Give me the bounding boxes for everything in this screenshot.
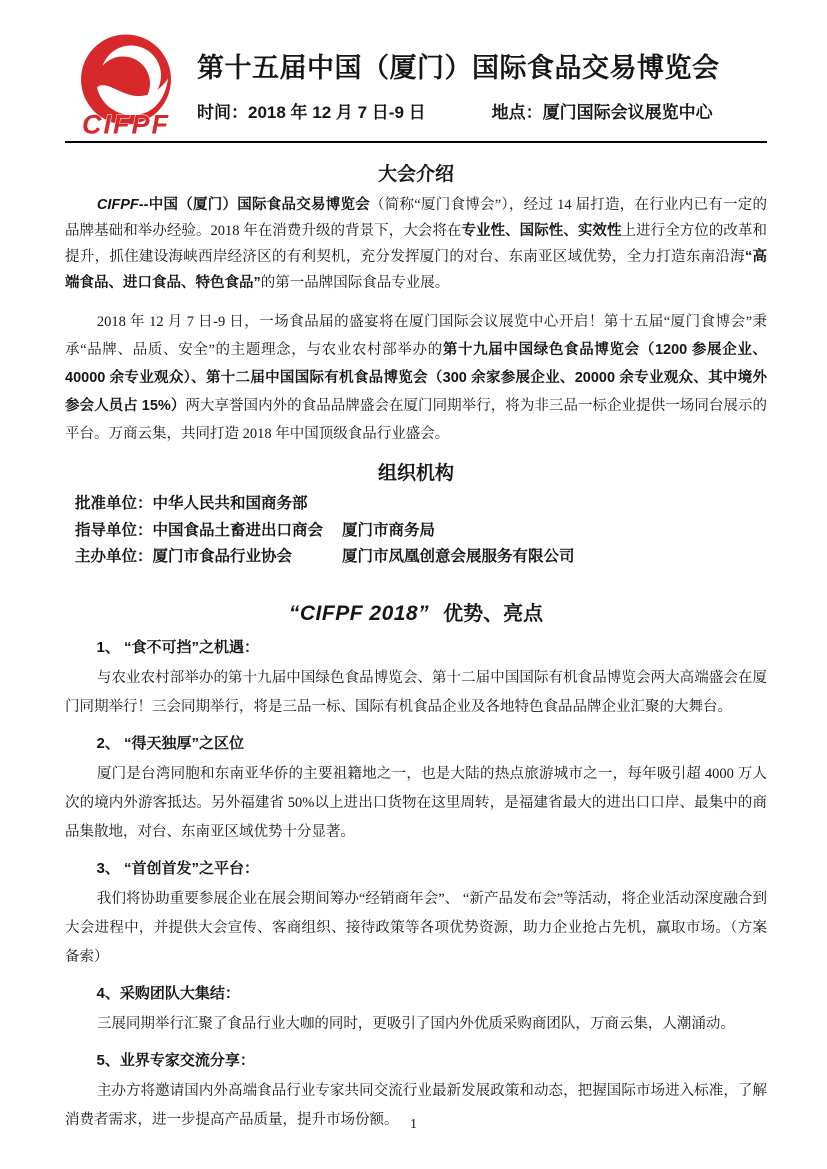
org-host-unit-2: 厦门市凤凰创意会展服务有限公司 bbox=[342, 548, 575, 565]
event-time: 时间：2018 年 12 月 7 日-9 日 bbox=[197, 103, 426, 122]
org-guidance-unit: 指导单位：中国食品土畜进出口商会 bbox=[75, 521, 324, 539]
org-row-host bbox=[75, 544, 767, 571]
org-host-unit: 主办单位：厦门市食品行业协会 bbox=[75, 548, 293, 565]
logo-text: CIFPF bbox=[82, 109, 170, 138]
highlight-body: 三展同期举行汇聚了食品行业大咖的同时，更吸引了国内外优质采购商团队，万商云集，人潮涌动。 bbox=[96, 1015, 735, 1032]
highlight-title: 1、 “食不可挡”之机遇： bbox=[96, 638, 260, 656]
highlight-title: 4、采购团队大集结： bbox=[96, 984, 240, 1002]
org-row-approval bbox=[75, 491, 767, 518]
event-info-line bbox=[197, 98, 767, 123]
highlight-body: 我们将协助重要参展企业在展会期间筹办“经销商年会”、 “新产品发布会”等活动，将企业活动深度融合到大会进程中，并提供大会宣传、客商组织、接待政策等各项优势资源，助力企业抢占先机，赢取市场。（方案备索） bbox=[65, 890, 767, 965]
highlight-body: 厦门是台湾同胞和东南亚华侨的主要祖籍地之一，也是大陆的热点旅游城市之一，每年吸引超 4000 万人次的境内外游客抵达。另外福建省 50%以上进出口货物在这里周转，是福建省最大的进出口口岸、最集中的商品集散地，对台、东南亚区域优势十分显著。 bbox=[65, 765, 767, 840]
highlight-title: 5、业界专家交流分享： bbox=[96, 1051, 255, 1069]
document-header bbox=[65, 0, 767, 138]
org-row-guidance bbox=[75, 518, 767, 545]
highlights-heading-cn: 优势、亮点 bbox=[443, 602, 544, 625]
intro-heading: 大会介绍 bbox=[377, 164, 454, 185]
org-guidance-unit-2: 厦门市商务局 bbox=[342, 521, 436, 539]
document-title: 第十五届中国（厦门）国际食品交易博览会 bbox=[197, 53, 720, 83]
ciepf-logo bbox=[67, 33, 185, 138]
highlight-item-4 bbox=[65, 980, 767, 1039]
highlight-title: 3、 “首创首发”之平台： bbox=[96, 859, 260, 877]
organization-heading: 组织机构 bbox=[377, 463, 454, 484]
highlight-item-2 bbox=[65, 730, 767, 847]
org-approval-unit: 批准单位：中华人民共和国商务部 bbox=[75, 495, 308, 512]
highlight-body: 主办方将邀请国内外高端食品行业专家共同交流行业最新发展政策和动态，把握国际市场进入标准，了解消费者需求，进一步提高产品质量，提升市场份额。 bbox=[65, 1082, 767, 1128]
highlight-item-1 bbox=[65, 634, 767, 722]
intro-paragraph-2: 2018 年 12 月 7 日-9 日，一场食品届的盛宴将在厦门国际会议展览中心开启！第十五届“厦门食博会”秉承“品牌、品质、安全”的主题理念，与农业农村部举办的第十九届中国绿色食品博览会（1200 参展企业、40000 余专业观众）、第十二届中国国际有机食品博览会（300 余家参展企业、20000 余专业观众、其中境外参会人员占 15%）两大享誉国内外的食品品牌盛会在厦门同期举行，将为非三品一标企业提供一场同台展示的平台。万商云集，共同打造 2018 年中国顶级食品行业盛会。 bbox=[65, 314, 767, 442]
highlights-heading-en: “CIFPF 2018” bbox=[288, 601, 430, 625]
page-number: 1 bbox=[410, 1117, 417, 1132]
header-divider bbox=[65, 141, 767, 143]
organization-rows bbox=[75, 491, 767, 571]
intro-paragraph-1: CIFPF--中国（厦门）国际食品交易博览会（简称“厦门食博会”），经过 14 届打造，在行业内已有一定的品牌基础和举办经验。2018 年在消费升级的背景下，大会将在专业性、国际性、实效性上进行全方位的改革和提升，抓住建设海峡西岸经济区的有利契机，充分发挥厦门的对台、东南亚区域优势，全力打造东南沿海“高端食品、进口食品、特色食品”的第一品牌国际食品专业展。 bbox=[65, 197, 768, 291]
highlight-item-3 bbox=[65, 855, 767, 972]
highlight-body: 与农业农村部举办的第十九届中国绿色食品博览会、第十二届中国国际有机食品博览会两大高端盛会在厦门同期举行！三会同期举行，将是三品一标、国际有机食品企业及各地特色食品品牌企业汇聚的大舞台。 bbox=[65, 669, 767, 715]
event-place: 地点：厦门国际会议展览中心 bbox=[491, 103, 713, 122]
highlights-heading bbox=[65, 597, 767, 626]
highlight-title: 2、 “得天独厚”之区位 bbox=[96, 734, 245, 752]
header-title-block bbox=[185, 33, 767, 123]
